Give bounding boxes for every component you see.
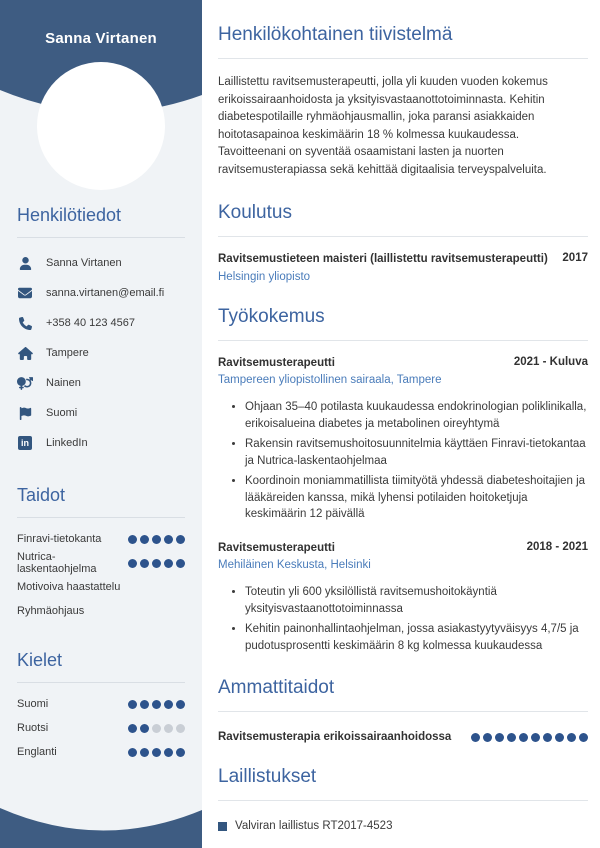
contact-label: Nainen bbox=[46, 377, 81, 389]
summary-text: Laillistettu ravitsemusterapeutti, jolla yli kuuden vuoden kokemus erikoissairaanhoidosta ja yksityisvastaanottotoiminnasta. Kehitin diabetespotilaille ryhmäohjausmallin, joka paransi asiakkaiden hoitotasapainoa keskimäärin 18 % kolmessa kuukaudessa. Tavoitteenani on syventää osaamistani lasten ja nuorten ravitsemusterapiassa sekä kehittää digitaalisia terveyspalveluita. bbox=[218, 76, 548, 176]
experience-entry-head bbox=[218, 356, 588, 372]
skill-rating-dots bbox=[125, 535, 185, 544]
skill-label: Ryhmäohjaus bbox=[17, 605, 85, 617]
experience-section bbox=[218, 306, 588, 655]
contact-label: Suomi bbox=[46, 407, 78, 419]
experience-entry bbox=[218, 356, 588, 523]
job-bullet: • Koordinoin moniammatillista tiimityötä yhdessä diabeteshoitajien ja lääkäreiden kanssa, mikä lyhensi potilaiden hoitoketjuja keskimäärin 12 päivällä bbox=[245, 473, 588, 523]
skill-row bbox=[17, 575, 185, 599]
candidate-name: Sanna Virtanen bbox=[45, 30, 157, 47]
professional-skills-heading: Ammattitaidot bbox=[218, 677, 588, 712]
education-entry bbox=[218, 252, 588, 283]
languages-heading: Kielet bbox=[17, 650, 185, 683]
sidebar bbox=[0, 0, 202, 848]
language-rating-dots bbox=[125, 724, 185, 733]
contact-item-city bbox=[17, 338, 185, 368]
professional-skill-rating-dots bbox=[468, 733, 588, 742]
license-item bbox=[218, 820, 588, 832]
licenses-section bbox=[218, 766, 588, 832]
languages-section bbox=[17, 650, 185, 764]
job-bullet-list bbox=[218, 399, 588, 523]
skill-row bbox=[17, 599, 185, 623]
language-rating-dots bbox=[125, 748, 185, 757]
skill-rating-dots bbox=[125, 559, 185, 568]
institution-name[interactable]: Helsingin yliopisto bbox=[218, 270, 311, 283]
language-row bbox=[17, 740, 185, 764]
experience-entry-head bbox=[218, 541, 588, 557]
degree-title: Ravitsemustieteen maisteri (laillistettu ravitsemusterapeutti) bbox=[218, 253, 548, 265]
main-content bbox=[202, 0, 600, 848]
contact-label[interactable]: sanna.virtanen@email.fi bbox=[46, 287, 165, 299]
profile-photo-placeholder bbox=[37, 62, 165, 190]
skill-label: Motivoiva haastattelu bbox=[17, 581, 121, 593]
skill-row bbox=[17, 551, 185, 575]
contact-item-name bbox=[17, 248, 185, 278]
phone-icon bbox=[17, 317, 33, 330]
contact-section bbox=[17, 205, 185, 458]
education-section bbox=[218, 202, 588, 283]
languages-list bbox=[17, 692, 185, 764]
linkedin-icon: in bbox=[17, 436, 33, 450]
professional-skill-row bbox=[218, 731, 588, 743]
skill-row bbox=[17, 527, 185, 551]
language-label: Englanti bbox=[17, 746, 57, 758]
job-bullet: • Rakensin ravitsemushoitosuunnitelmia käyttäen Finravi-tietokantaa ja Nutrica-laskentaohjelmaa bbox=[245, 436, 588, 469]
education-heading: Koulutus bbox=[218, 202, 588, 237]
experience-entry bbox=[218, 541, 588, 655]
job-bullet: • Toteutin yli 600 yksilöllistä ravitsemushoitokäyntiä yksityisvastaanottotoiminnassa bbox=[245, 584, 588, 617]
contact-label: +358 40 123 4567 bbox=[46, 317, 136, 329]
job-period: 2018 - 2021 bbox=[526, 540, 588, 553]
professional-skills-section bbox=[218, 677, 588, 743]
language-row bbox=[17, 692, 185, 716]
summary-heading: Henkilökohtainen tiivistelmä bbox=[218, 24, 588, 59]
job-bullet: • Kehitin painonhallintaohjelman, jossa asiakastyytyväisyys 4,7/5 ja pudotusprosentti keskimäärin 8 kg kolmessa kuukaudessa bbox=[245, 621, 588, 654]
square-bullet-icon bbox=[218, 822, 227, 831]
contact-label: Tampere bbox=[46, 347, 89, 359]
job-title: Ravitsemusterapeutti bbox=[218, 356, 335, 369]
contact-heading: Henkilötiedot bbox=[17, 205, 185, 238]
professional-skill-label: Ravitsemusterapia erikoissairaanhoidossa bbox=[218, 731, 452, 743]
job-bullet: • Ohjaan 35–40 potilasta kuukaudessa endokrinologian poliklinikalla, erikoisalueina diabetes ja metabolinen oireyhtymä bbox=[245, 399, 588, 432]
skills-heading: Taidot bbox=[17, 485, 185, 518]
education-entry-head bbox=[218, 252, 588, 268]
contact-label[interactable]: LinkedIn bbox=[46, 437, 88, 449]
job-bullet-list bbox=[218, 584, 588, 654]
user-icon bbox=[17, 257, 33, 270]
contact-list bbox=[17, 248, 185, 458]
contact-item-gender bbox=[17, 368, 185, 398]
skills-list bbox=[17, 527, 185, 623]
licenses-heading: Laillistukset bbox=[218, 766, 588, 801]
language-rating-dots bbox=[125, 700, 185, 709]
license-label: Valviran laillistus RT2017-4523 bbox=[235, 820, 393, 832]
contact-item-linkedin bbox=[17, 428, 185, 458]
flag-icon bbox=[17, 407, 33, 420]
experience-heading: Työkokemus bbox=[218, 306, 588, 341]
skill-label: Nutrica-laskentaohjelma bbox=[17, 551, 97, 575]
skills-section bbox=[17, 485, 185, 623]
language-label: Suomi bbox=[17, 698, 49, 710]
company-name[interactable]: Tampereen yliopistollinen sairaala, Tampere bbox=[218, 374, 442, 386]
contact-label: Sanna Virtanen bbox=[46, 257, 122, 269]
job-period: 2021 - Kuluva bbox=[513, 355, 588, 368]
education-period: 2017 bbox=[562, 252, 588, 264]
contact-item-nationality bbox=[17, 398, 185, 428]
language-label: Ruotsi bbox=[17, 722, 49, 734]
contact-item-phone bbox=[17, 308, 185, 338]
gender-icon bbox=[17, 377, 33, 390]
company-name[interactable]: Mehiläinen Keskusta, Helsinki bbox=[218, 559, 371, 571]
home-icon bbox=[17, 347, 33, 360]
mail-icon bbox=[17, 286, 33, 300]
sidebar-footer-shape bbox=[0, 800, 202, 848]
job-title: Ravitsemusterapeutti bbox=[218, 541, 335, 554]
language-row bbox=[17, 716, 185, 740]
contact-item-email bbox=[17, 278, 185, 308]
summary-section bbox=[218, 24, 588, 179]
skill-label: Finravi-tietokanta bbox=[17, 533, 102, 545]
